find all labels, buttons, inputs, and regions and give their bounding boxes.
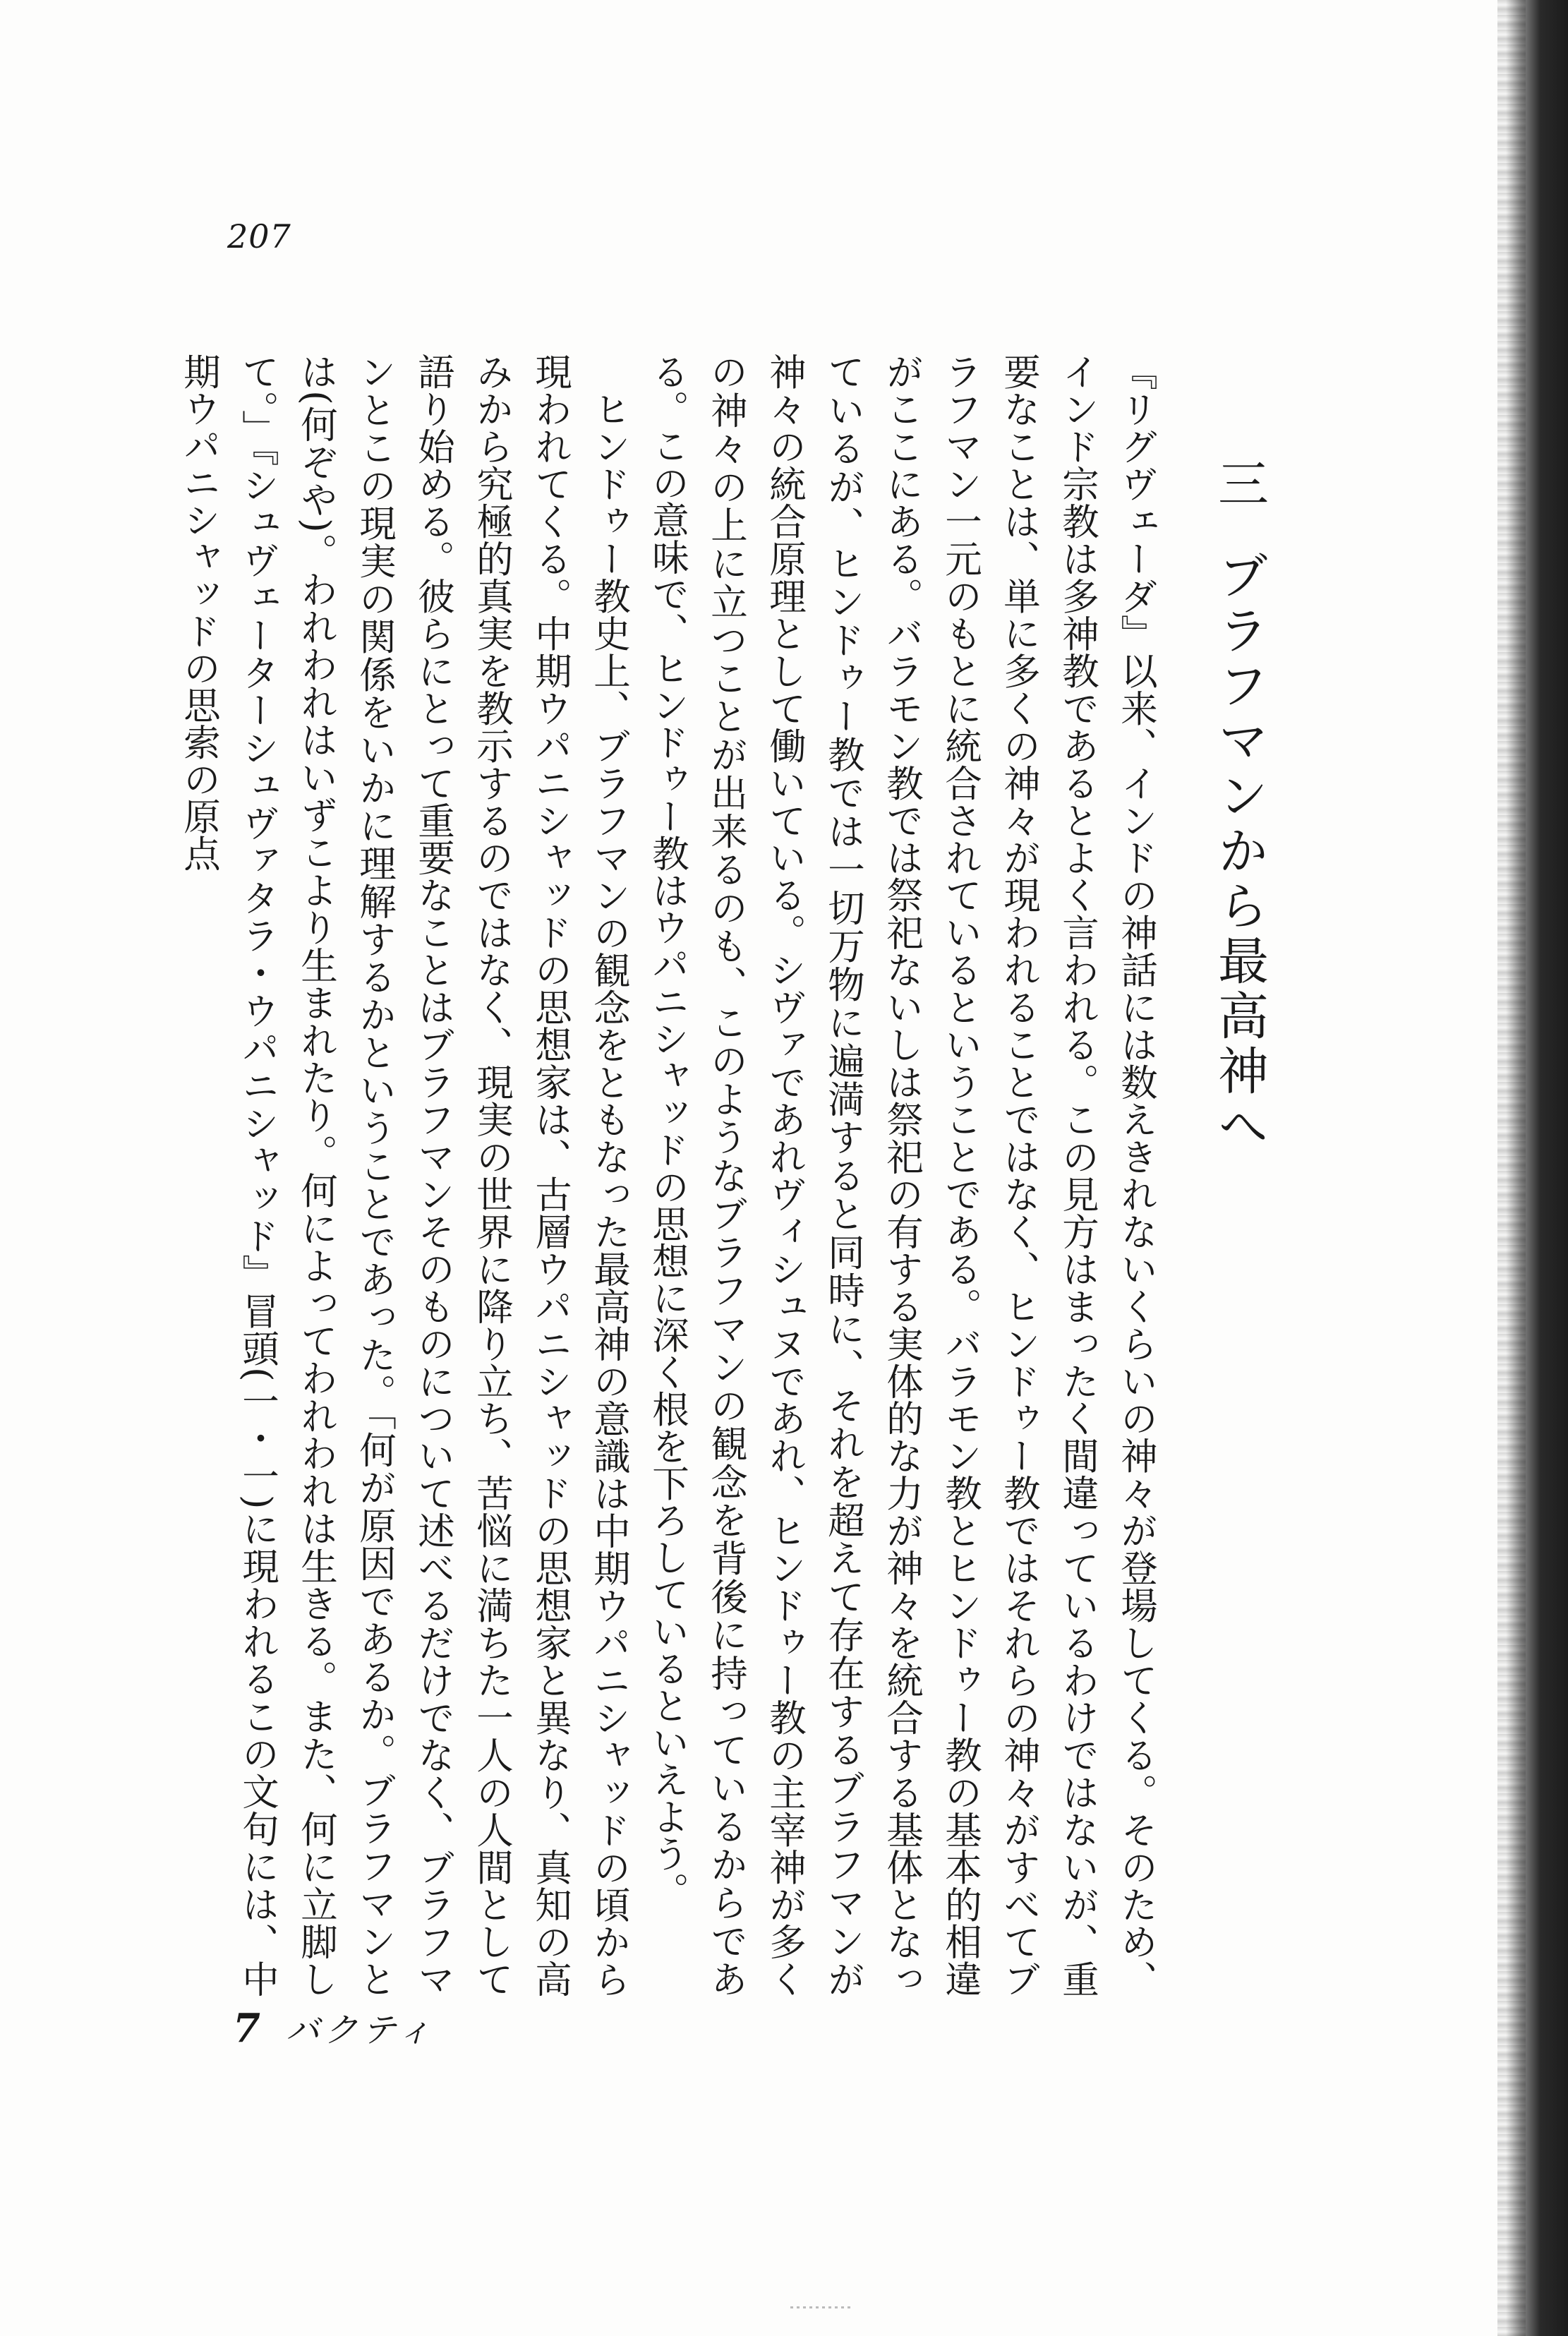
section-title-text: ブラフマンから最高神へ — [1210, 549, 1269, 1155]
scan-artifact — [790, 2306, 854, 2308]
page-number: 207 — [227, 217, 291, 255]
paragraph-1: 『リグヴェーダ』以来、インドの神話には数えきれないくらいの神々が登場してくる。そのため、インド宗教は多神教であるとよく言われる。この見方はまったく間違っているわけではないが、重要なことは、単に多くの神々が現われることではなく、ヒンドゥー教ではそれらの神々がすべてブラフマン一元のもとに統合されているということである。バラモン教とヒンドゥー教の基本的相違がここにある。バラモン教では祭祀ないしは祭祀の有する実体的な力が神々を統合する基体となっているが、ヒンドゥー教では一切万物に遍満すると同時に、それを超えて存在するブラフマンが神々の統合原理として働いている。シヴァであれヴィシュヌであれ、ヒンドゥー教の主宰神が多くの神々の上に立つことが出来るのも、このようなブラフマンの観念を背後に持っているからである。この意味で、ヒンドゥー教はウパニシャッドの思想に深く根を下ろしているといえよう。 — [646, 353, 1158, 1998]
paragraph-2: ヒンドゥー教史上、ブラフマンの観念をともなった最高神の意識は中期ウパニシャッドの頃から現われてくる。中期ウパニシャッドの思想家は、古層ウパニシャッドの思想家と異なり、真知の高みから究極的真実を教示するのではなく、現実の世界に降り立ち、苦悩に満ちた一人の人間として語り始める。彼らにとって重要なことはブラフマンそのものについて述べるだけでなく、ブラフマンとこの現実の関係をいかに理解するかということであった。「何が原因であるか。ブラフマンとは(何ぞや)。われわれはいずこより生まれたり。何によってわれわれは生きる。また、何に立脚して。」『シュヴェーターシュヴァタラ・ウパニシャッド』冒頭(一・一)に現われるこの文句には、中期ウパニシャッドの思索の原点 — [178, 353, 631, 1997]
body-text — [170, 353, 1289, 1997]
chapter-number: 7 — [233, 2005, 260, 2052]
chapter-title: バクティ — [285, 2011, 436, 2050]
running-footer — [233, 2003, 435, 2052]
section-number: 三 — [1210, 457, 1269, 512]
binding-texture — [1497, 0, 1526, 2336]
section-title — [1190, 353, 1289, 1997]
